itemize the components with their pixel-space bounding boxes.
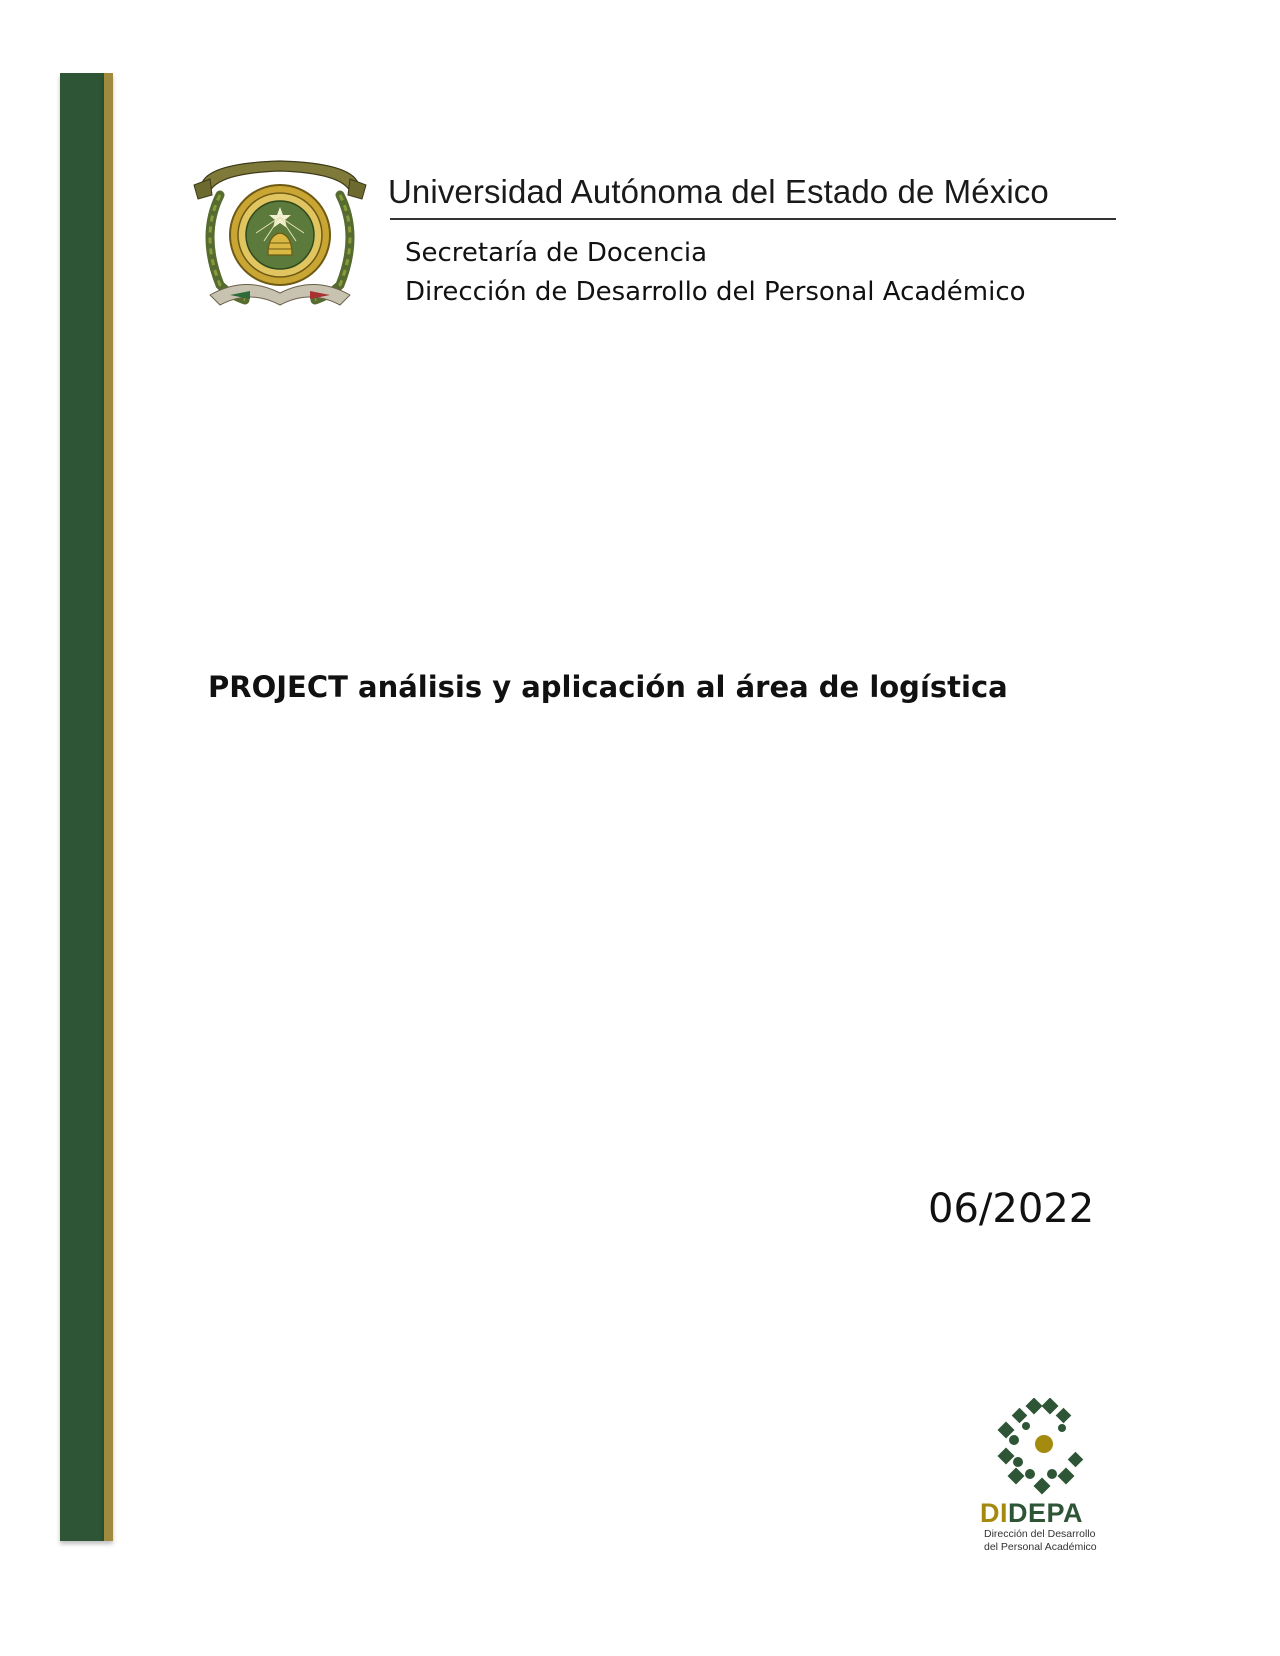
didepa-wordmark-depa: DEPA xyxy=(1008,1498,1084,1528)
didepa-wordmark xyxy=(980,1498,1083,1529)
document-date: 06/2022 xyxy=(928,1186,1095,1232)
university-name: Universidad Autónoma del Estado de México xyxy=(388,173,1049,210)
document-title: PROJECT análisis y aplicación al área de logística xyxy=(208,670,1008,704)
department-line-direccion: Dirección de Desarrollo del Personal Académico xyxy=(405,277,1026,307)
didepa-subtitle-line2: del Personal Académico xyxy=(984,1541,1097,1553)
didepa-wordmark-di: DI xyxy=(980,1498,1008,1528)
decorative-gold-stripe xyxy=(104,73,113,1541)
uaemex-crest-logo xyxy=(190,155,370,320)
department-line-secretaria: Secretaría de Docencia xyxy=(405,238,708,268)
decorative-green-sidebar xyxy=(60,73,104,1541)
didepa-subtitle-line1: Dirección del Desarrollo xyxy=(984,1528,1096,1540)
header-divider xyxy=(390,218,1116,220)
didepa-logo-icon xyxy=(990,1398,1090,1498)
